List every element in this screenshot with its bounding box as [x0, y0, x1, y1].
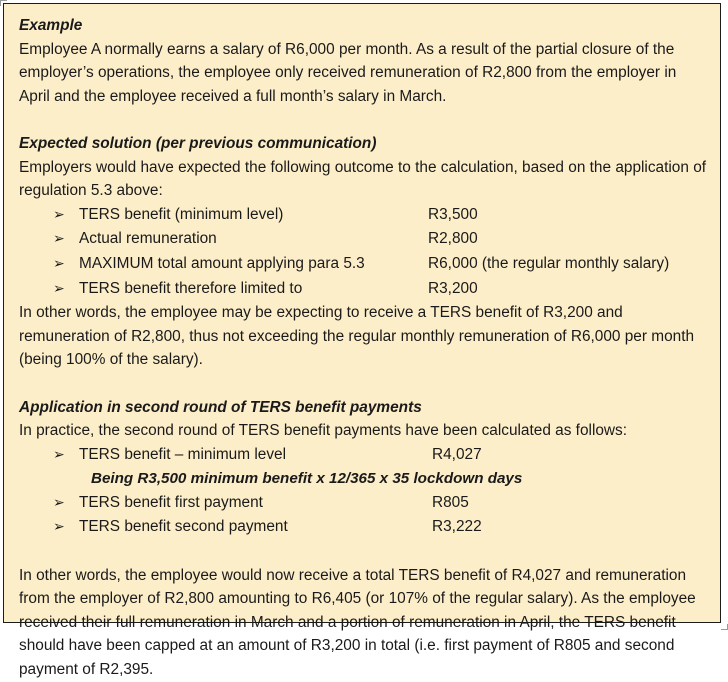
arrowhead-bullet-icon: ➢: [53, 492, 79, 516]
example-heading: Example: [19, 14, 707, 38]
document-body: [19, 14, 707, 682]
list-item: [19, 227, 707, 252]
expected-solution-list: [19, 203, 707, 301]
list-item: [19, 252, 707, 277]
expected-solution-closing-paragraph: In other words, the employee may be expecting to receive a TERS benefit of R3,200 and remuneration of R2,800, thus not exceeding the regular monthly remuneration of R6,000 per month (being 100% of the salary).: [19, 301, 707, 372]
list-item: [19, 277, 707, 302]
list-item-value: R6,000 (the regular monthly salary): [428, 252, 669, 276]
second-round-closing-paragraph: In other words, the employee would now receive a total TERS benefit of R4,027 and remuneration from the employer of R2,800 amounting to R6,405 (or 107% of the regular salary). As the employee received their full remuneration in March and a portion of remuneration in April, the TERS benefit should have been capped at an amount of R3,200 in total (i.e. first payment of R805 and second payment of R2,395.: [19, 564, 707, 682]
second-round-subnote: Being R3,500 minimum benefit x 12/365 x 35 lockdown days: [19, 467, 707, 491]
list-item-value: R3,200: [428, 277, 478, 301]
list-item-value: R3,500: [428, 203, 478, 227]
list-item: [19, 491, 707, 516]
second-round-intro: In practice, the second round of TERS benefit payments have been calculated as follows:: [19, 419, 707, 443]
second-round-list: [19, 443, 707, 540]
list-item-label: TERS benefit second payment: [79, 515, 432, 539]
list-item-label: MAXIMUM total amount applying para 5.3: [79, 252, 428, 276]
expected-solution-intro: Employers would have expected the following outcome to the calculation, based on the application of regulation 5.3 above:: [19, 156, 707, 203]
list-item-value: R805: [432, 491, 469, 515]
example-body-paragraph: Employee A normally earns a salary of R6,000 per month. As a result of the partial closure of the employer’s operations, the employee only received remuneration of R2,800 from the employer in April and the employee received a full month’s salary in March.: [19, 38, 707, 109]
second-round-heading: Application in second round of TERS benefit payments: [19, 396, 707, 420]
arrowhead-bullet-icon: ➢: [53, 253, 79, 277]
list-item: [19, 515, 707, 540]
list-item-value: R2,800: [428, 227, 478, 251]
arrowhead-bullet-icon: ➢: [53, 444, 79, 468]
section-spacer: [19, 540, 707, 564]
page-corner-mark-bottom-right: [721, 624, 728, 630]
section-spacer: [19, 108, 707, 132]
list-item-label: Actual remuneration: [79, 227, 428, 251]
list-item-label: TERS benefit (minimum level): [79, 203, 428, 227]
list-item-label: TERS benefit – minimum level: [79, 443, 432, 467]
arrowhead-bullet-icon: ➢: [53, 516, 79, 540]
list-item: [19, 443, 707, 468]
arrowhead-bullet-icon: ➢: [53, 228, 79, 252]
list-item: [19, 203, 707, 228]
example-callout-box: [3, 3, 721, 623]
arrowhead-bullet-icon: ➢: [53, 204, 79, 228]
list-item-value: R3,222: [432, 515, 482, 539]
list-item-label: TERS benefit first payment: [79, 491, 432, 515]
section-spacer: [19, 372, 707, 396]
list-item-value: R4,027: [432, 443, 482, 467]
list-item-label: TERS benefit therefore limited to: [79, 277, 428, 301]
expected-solution-heading: Expected solution (per previous communication): [19, 132, 707, 156]
arrowhead-bullet-icon: ➢: [53, 278, 79, 302]
